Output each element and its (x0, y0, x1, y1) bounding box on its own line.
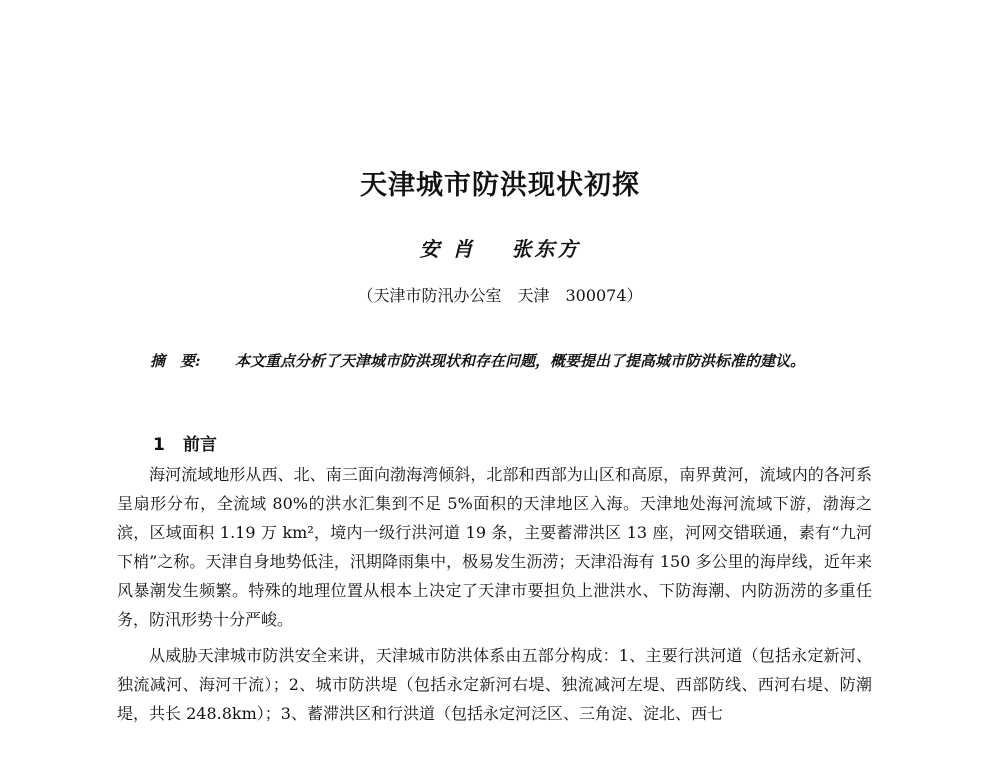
section-title: 前言 (183, 435, 217, 455)
author-list (0, 233, 1000, 262)
author-name: 安 肖 (419, 237, 476, 261)
body-text (117, 460, 872, 728)
section-heading (153, 430, 217, 455)
abstract (150, 350, 880, 371)
abstract-text: 本文重点分析了天津城市防洪现状和存在问题，概要提出了提高城市防洪标准的建议。 (235, 352, 806, 370)
author-name: 张东方 (511, 237, 581, 261)
body-paragraph: 从威胁天津城市防洪安全来讲，天津城市防洪体系由五部分构成：1、主要行洪河道（包括永定新河、独流减河、海河干流）；2、城市防洪堤（包括永定新河右堤、独流减河左堤、西部防线、西河右堤、防潮堤，共长 248.8km）；3、蓄滞洪区和行洪道（包括永定河泛区、三角淀、淀北、西七 (117, 646, 872, 723)
author-affiliation: （天津市防汛办公室 天津 300074） (357, 286, 643, 305)
body-paragraph: 海河流域地形从西、北、南三面向渤海湾倾斜，北部和西部为山区和高原，南界黄河，流域内的各河系呈扇形分布，全流域 80%的洪水汇集到不足 5%面积的天津地区入海。天津地处海河流域下游，渤海之滨，区域面积 1.19 万 km²，境内一级行洪河道 19 条，主要蓄滞洪区 13 座，河网交错联通，素有“九河下梢”之称。天津自身地势低洼，汛期降雨集中，极易发生沥涝；天津沿海有 150 多公里的海岸线，近年来风暴潮发生频繁。特殊的地理位置从根本上决定了天津市要担负上泄洪水、下防海潮、内防沥涝的多重任务，防汛形势十分严峻。 (117, 465, 872, 629)
abstract-label: 摘 要: (150, 352, 201, 370)
section-number: 1 (153, 435, 165, 455)
paper-title: 天津城市防洪现状初探 (360, 170, 640, 201)
